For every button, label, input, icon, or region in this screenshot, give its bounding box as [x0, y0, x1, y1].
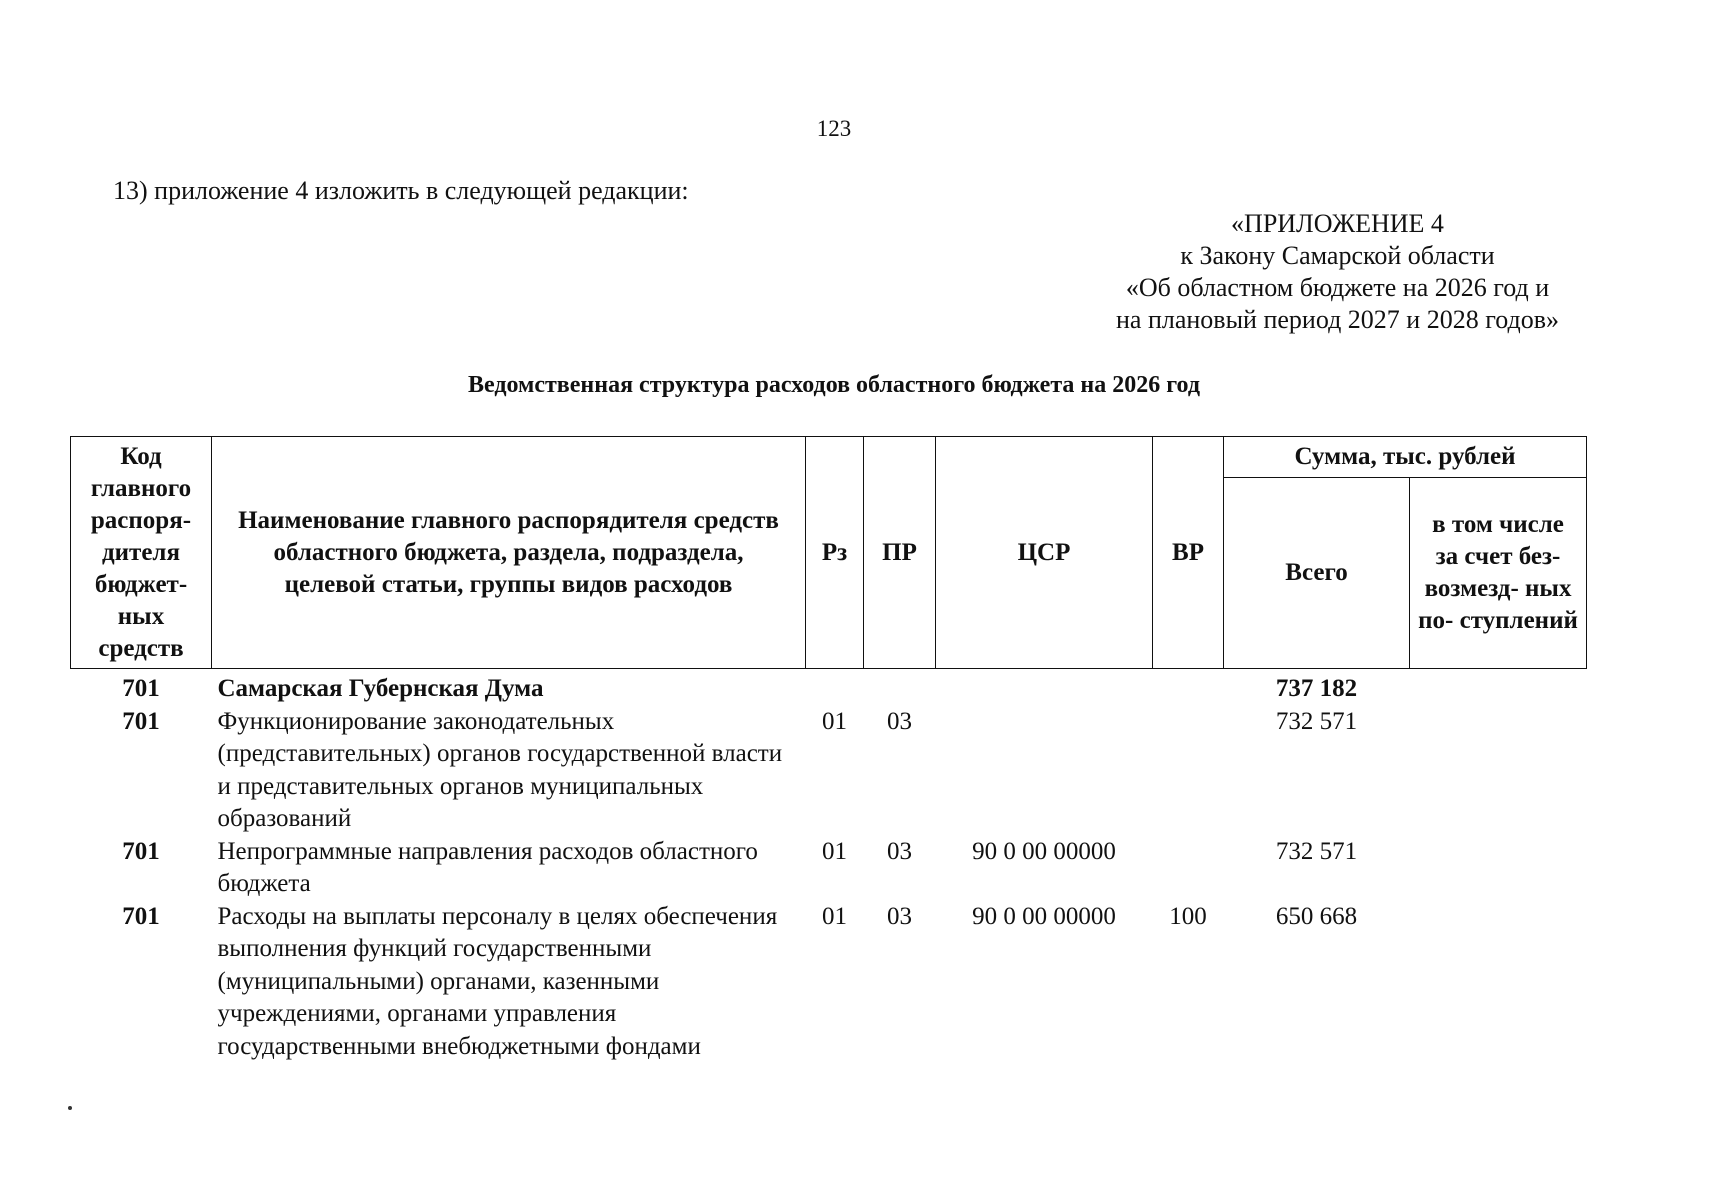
cell-vr — [1153, 669, 1224, 706]
cell-csr: 90 0 00 00000 — [972, 837, 1116, 865]
cell-incl — [1410, 836, 1587, 901]
cell-vr — [1153, 706, 1224, 836]
cell-name: Непрограммные направления расходов областного бюджета — [217, 837, 758, 897]
cell-pr: 03 — [887, 707, 912, 735]
cell-incl — [1410, 901, 1587, 1064]
cell-name: Расходы на выплаты персоналу в целях обеспечения выполнения функций государственными (муниципальными) органами, казенными учреждениями, органами управления государственными внебюджетными фондами — [217, 902, 778, 1060]
appendix-line-4: на плановый период 2027 и 2028 годов» — [1116, 305, 1559, 334]
budget-table — [70, 436, 1587, 1063]
cell-incl — [1410, 669, 1587, 706]
cell-vr — [1153, 836, 1224, 901]
cell-rz — [806, 669, 864, 706]
scan-mark — [68, 1106, 72, 1110]
cell-rz: 01 — [822, 902, 847, 930]
cell-code: 701 — [122, 707, 160, 735]
cell-total: 650 668 — [1275, 902, 1358, 930]
page-number: 123 — [816, 116, 852, 141]
cell-name: Функционирование законодательных (представительных) органов государственной власти и представительных органов муниципальных образований — [217, 707, 783, 832]
header-total: Всего — [1224, 478, 1410, 669]
header-csr: ЦСР — [936, 437, 1153, 669]
table-row — [71, 706, 1587, 836]
table-row — [71, 836, 1587, 901]
header-vr: ВР — [1153, 437, 1224, 669]
cell-csr — [936, 706, 1153, 836]
appendix-line-3: «Об областном бюджете на 2026 год и — [1125, 273, 1550, 302]
header-sum: Сумма, тыс. рублей — [1224, 437, 1587, 478]
cell-vr: 100 — [1169, 902, 1207, 930]
cell-rz: 01 — [822, 837, 847, 865]
cell-code: 701 — [122, 837, 160, 865]
cell-pr — [864, 669, 936, 706]
header-row-1 — [71, 437, 1587, 478]
cell-code: 701 — [122, 675, 160, 702]
header-name: Наименование главного распорядителя средств областного бюджета, раздела, подраздела, целевой статьи, группы видов расходов — [212, 437, 806, 669]
cell-csr — [936, 669, 1153, 706]
cell-pr: 03 — [887, 902, 912, 930]
cell-csr: 90 0 00 00000 — [972, 902, 1116, 930]
header-pr: ПР — [864, 437, 936, 669]
header-code: Код главного распоря- дителя бюджет- ных средств — [71, 437, 212, 669]
cell-incl — [1410, 706, 1587, 836]
appendix-line-1: «ПРИЛОЖЕНИЕ 4 — [1231, 209, 1444, 238]
cell-code: 701 — [122, 902, 160, 930]
appendix-header — [1000, 208, 1675, 336]
appendix-line-2: к Закону Самарской области — [1180, 241, 1495, 270]
cell-total: 732 571 — [1275, 707, 1358, 735]
intro-text: 13) приложение 4 изложить в следующей редакции: — [113, 176, 689, 205]
cell-pr: 03 — [887, 837, 912, 865]
table-title: Ведомственная структура расходов областного бюджета на 2026 год — [467, 372, 1200, 398]
table-row — [71, 669, 1587, 706]
cell-rz: 01 — [822, 707, 847, 735]
cell-total: 737 182 — [1275, 675, 1358, 702]
table-row — [71, 901, 1587, 1064]
cell-total: 732 571 — [1275, 837, 1358, 865]
header-incl: в том числе за счет без- возмезд- ных по- ступлений — [1410, 478, 1587, 669]
cell-name: Самарская Губернская Дума — [217, 675, 544, 702]
header-rz: Рз — [806, 437, 864, 669]
